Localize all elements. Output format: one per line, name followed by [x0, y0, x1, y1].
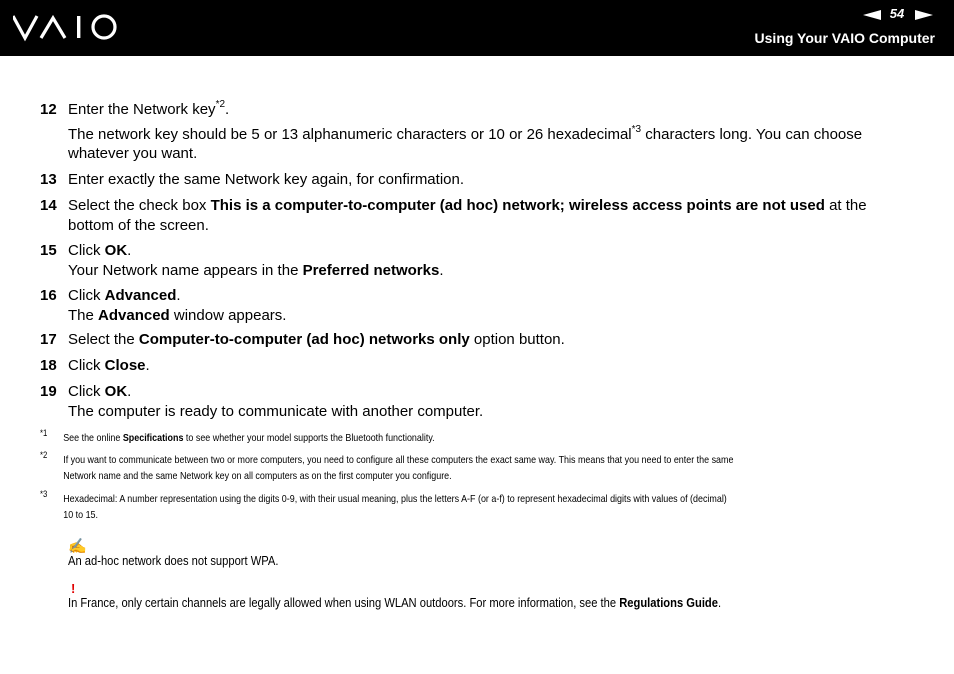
- exclamation-icon: !: [71, 581, 76, 596]
- step-text: Select the check box This is a computer-to-computer (ad hoc) network; wireless access points are not used at the bottom of the screen.: [68, 197, 867, 234]
- step-number: 14: [40, 197, 57, 214]
- step-body: [68, 100, 914, 164]
- step-number: 15: [40, 242, 57, 259]
- page-number: 54: [889, 6, 905, 21]
- step-number: 18: [40, 357, 57, 374]
- step-number: 17: [40, 331, 57, 348]
- ui-label: OK: [104, 242, 128, 259]
- link-regulations-guide: Regulations Guide: [619, 595, 718, 610]
- step-text: Click Close.: [68, 357, 150, 374]
- ui-label: Close: [104, 357, 146, 374]
- ui-label: Advanced: [104, 287, 177, 304]
- step-text: .: [225, 101, 230, 118]
- vaio-logo: [13, 14, 121, 42]
- ui-label: Advanced: [98, 306, 170, 324]
- footnote-text: See the online Specifications to see whether your model supports the Bluetooth functionality.: [63, 433, 435, 444]
- section-title: Using Your VAIO Computer: [754, 30, 935, 46]
- next-page-arrow-icon[interactable]: [915, 10, 933, 20]
- footnote-mark: *2: [40, 450, 48, 460]
- footnote-ref: *3: [631, 123, 642, 135]
- footnote-ref: *2: [215, 99, 226, 110]
- footnote-text: If you want to communicate between two or more computers, you need to configure all these computers the exact same way. This means that you need to enter the same Network name and the same Network key on all computers as on the first computer you configure.: [63, 455, 734, 482]
- ui-label: OK: [104, 383, 128, 400]
- ui-label: Preferred networks: [302, 261, 440, 279]
- step-detail: The network key should be 5 or 13 alphanumeric characters or 10 or 26 hexadecimal$^{*3}$ characters long. You can choose whatever you want.: [68, 123, 863, 162]
- step-number: 16: [40, 287, 57, 304]
- step-text: Click OK. Your Network name appears in the Preferred networks.: [68, 242, 444, 279]
- footnote-mark: *1: [40, 428, 48, 438]
- ui-label: Computer-to-computer (ad hoc) networks only: [138, 331, 470, 348]
- step-text: Enter the Network key: [68, 101, 216, 118]
- page-header: [0, 0, 954, 56]
- step-text: Enter exactly the same Network key again, for confirmation.: [68, 171, 465, 188]
- note-text: An ad-hoc network does not support WPA.: [68, 553, 279, 568]
- footnote-text: Hexadecimal: A number representation using the digits 0-9, with their usual meaning, plus the letters A-F (or a-f) to represent hexadecimal digits with values of (decimal) 10 to 15.: [63, 494, 727, 521]
- ui-label: This is a computer-to-computer (ad hoc) network; wireless access points are not used: [210, 197, 825, 214]
- footnote-mark: *3: [40, 489, 48, 499]
- step-text: Click Advanced. The Advanced window appears.: [68, 287, 287, 324]
- step-text: Select the Computer-to-computer (ad hoc) networks only option button.: [68, 331, 565, 348]
- step-number: 13: [40, 171, 57, 188]
- link-specifications: Specifications: [122, 433, 184, 444]
- step-number: 12: [40, 101, 57, 118]
- step-number: 19: [40, 383, 57, 400]
- pencil-note-icon: ✍: [68, 538, 87, 555]
- warning-text: In France, only certain channels are legally allowed when using WLAN outdoors. For more information, see the Regulations Guide.: [68, 595, 722, 610]
- step-text: Click OK. The computer is ready to communicate with another computer.: [68, 383, 484, 420]
- previous-page-arrow-icon[interactable]: [863, 10, 881, 20]
